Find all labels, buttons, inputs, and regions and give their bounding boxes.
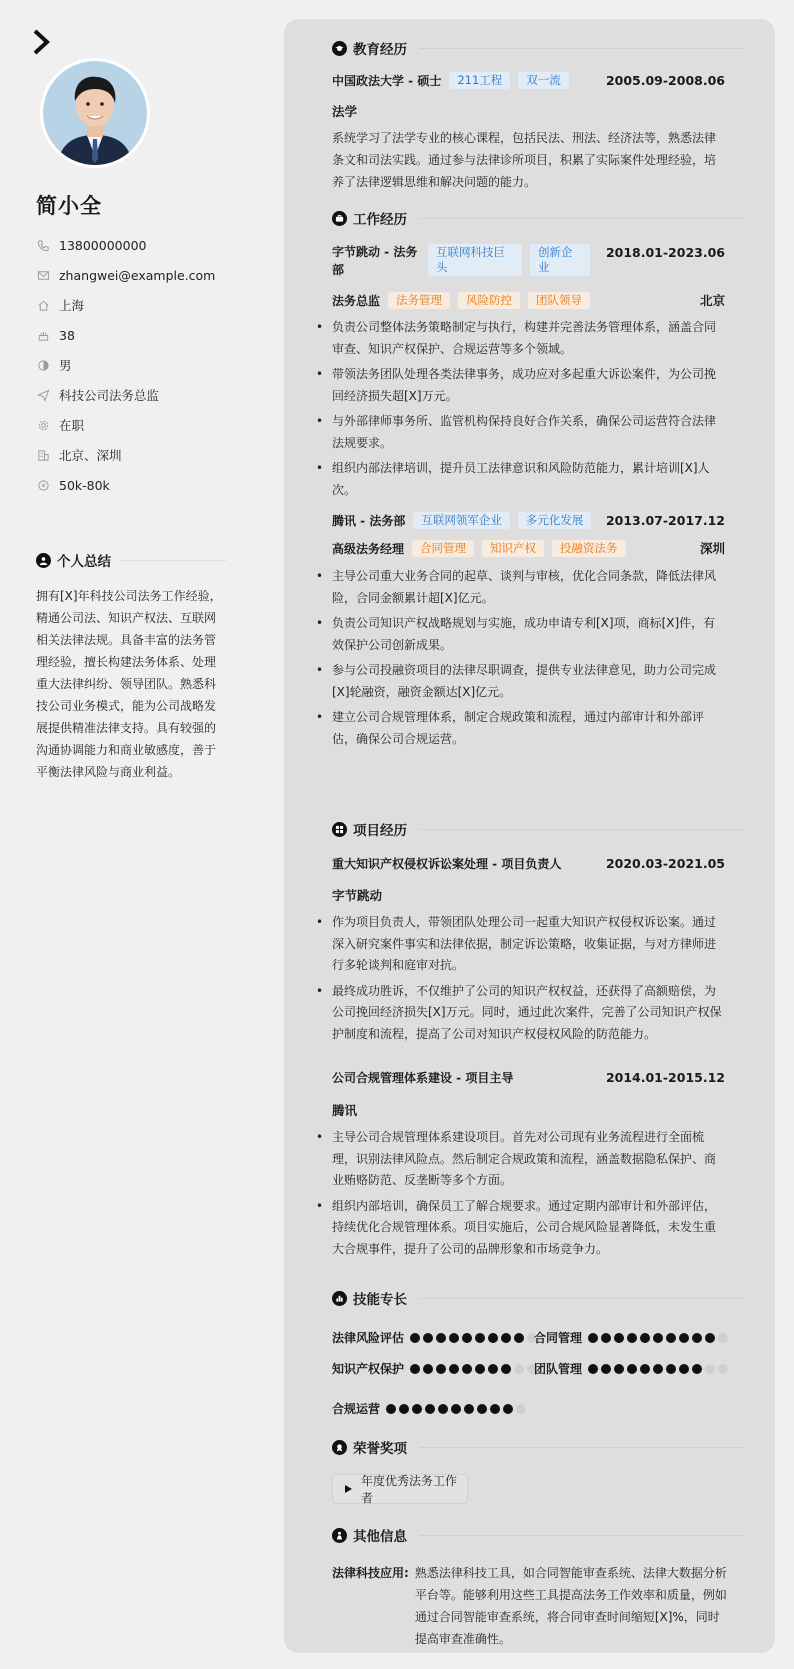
project-date: 2014.01-2015.12	[605, 1070, 725, 1085]
rating-dot	[386, 1404, 396, 1414]
project-org: 字节跳动	[332, 888, 383, 903]
rating-dot	[410, 1364, 420, 1374]
skill-item	[332, 1360, 540, 1377]
skills-heading	[332, 1288, 742, 1308]
job-role: 高级法务经理	[332, 541, 405, 556]
coin-icon	[36, 478, 50, 492]
rating-dot	[503, 1404, 513, 1414]
profile-name: 简小全	[36, 194, 102, 218]
skill-name: 合同管理	[534, 1331, 583, 1345]
rating-dot	[516, 1404, 526, 1414]
rating-dot	[666, 1333, 676, 1343]
summary-heading	[36, 550, 226, 570]
rating-dot	[412, 1404, 422, 1414]
rating-dot	[475, 1364, 485, 1374]
project-org: 腾讯	[332, 1103, 358, 1118]
job-bullets	[332, 566, 725, 754]
info-status	[36, 410, 236, 440]
list-item: • 主导公司合规管理体系建设项目。首先对公司现有业务流程进行全面梳理，识别法律风险点。然后制定合规政策和流程，涵盖数据隐私保护、商业贿赂防范、反垄断等多个方面。	[332, 1127, 725, 1192]
graduation-cap-icon	[332, 41, 347, 56]
education-tag: 211工程	[449, 72, 510, 89]
project-row	[332, 855, 725, 872]
education-date: 2005.09-2008.06	[605, 73, 725, 88]
gender-value: 男	[59, 358, 72, 373]
rating-dot	[653, 1333, 663, 1343]
play-icon	[345, 1485, 352, 1493]
rating-dot	[501, 1333, 511, 1343]
info-position	[36, 380, 236, 410]
skill-rating	[386, 1404, 529, 1414]
phone-value: 13800000000	[59, 237, 147, 253]
rating-dot	[490, 1404, 500, 1414]
project-date: 2020.03-2021.05	[605, 856, 725, 871]
project-bullets	[332, 1127, 725, 1264]
skill-item	[332, 1400, 529, 1417]
send-icon	[36, 388, 50, 402]
skill-name: 合规运营	[332, 1402, 381, 1416]
rating-dot	[501, 1364, 511, 1374]
rating-dot	[627, 1333, 637, 1343]
rating-dot	[601, 1364, 611, 1374]
skill-rating	[410, 1333, 540, 1343]
rating-dot	[451, 1404, 461, 1414]
education-desc: 系统学习了法学专业的核心课程，包括民法、刑法、经济法等，熟悉法律条文和司法实践。通过参与法律诊所项目，积累了实际案件处理经验，培养了法律逻辑思维和解决问题的能力。	[332, 131, 717, 189]
rating-dot	[588, 1333, 598, 1343]
project-name: 公司合规管理体系建设 - 项目主导	[332, 1071, 514, 1085]
rating-dot	[705, 1333, 715, 1343]
other-info	[332, 1562, 727, 1650]
home-icon	[36, 298, 50, 312]
list-item: • 组织内部法律培训，提升员工法律意识和风险防范能力，累计培训[X]人次。	[332, 458, 725, 501]
job-date: 2018.01-2023.06	[605, 245, 725, 260]
school-name: 中国政法大学 - 硕士	[332, 74, 442, 88]
info-gender	[36, 350, 236, 380]
rating-dot	[640, 1333, 650, 1343]
job-row	[332, 512, 725, 529]
skills-title: 技能专长	[353, 1292, 407, 1308]
info-salary	[36, 470, 236, 500]
rating-dot	[423, 1333, 433, 1343]
skill-tag: 投融资法务	[552, 540, 626, 557]
gender-icon	[36, 358, 50, 372]
rating-dot	[488, 1364, 498, 1374]
awards-title: 荣誉奖项	[353, 1441, 407, 1457]
status-value: 在职	[59, 418, 85, 433]
award-label: 年度优秀法务工作者	[361, 1474, 458, 1505]
person-icon	[332, 1528, 347, 1543]
projects-title: 项目经历	[353, 823, 407, 839]
skill-rating	[588, 1364, 731, 1374]
job-role: 法务总监	[332, 293, 381, 308]
summary-text: 拥有[X]年科技公司法务工作经验，精通公司法、知识产权法、互联网相关法律法规。具备丰富的法务管理经验，擅长构建法务体系、处理重大法律纠纷、领导团队。熟悉科技公司业务模式，能为公司战略发展提供精准法律支持。具有较强的沟通协调能力和商业敏感度，善于平衡法律风险与商业利益。	[36, 589, 222, 779]
rating-dot	[436, 1333, 446, 1343]
salary-value: 50k-80k	[59, 477, 110, 493]
divider	[419, 1447, 742, 1448]
rating-dot	[449, 1364, 459, 1374]
rating-dot	[464, 1404, 474, 1414]
skill-tag: 知识产权	[482, 540, 544, 557]
list-item: • 最终成功胜诉，不仅维护了公司的知识产权权益，还获得了高额赔偿，为公司挽回经济损失[X]万元。同时，通过此次案件，完善了公司知识产权保护制度和流程，提高了公司对知识产权侵权风险的防范能力。	[332, 981, 725, 1046]
list-item: • 负责公司整体法务策略制定与执行，构建并完善法务管理体系，涵盖合同审查、知识产权保护、合规运营等多个领域。	[332, 317, 725, 360]
job-city: 北京	[699, 293, 725, 308]
logo-chevron-icon	[32, 28, 52, 56]
other-title: 其他信息	[353, 1529, 407, 1545]
job-role-row	[332, 291, 725, 309]
grid-icon	[332, 822, 347, 837]
target-city-value: 北京、深圳	[59, 448, 122, 463]
info-target-city	[36, 440, 236, 470]
skill-rating	[588, 1333, 731, 1343]
medal-icon	[332, 1440, 347, 1455]
rating-dot	[410, 1333, 420, 1343]
other-key: 法律科技应用:	[332, 1566, 409, 1580]
job-tag: 多元化发展	[518, 512, 592, 529]
divider	[419, 218, 742, 219]
rating-dot	[679, 1333, 689, 1343]
rating-dot	[666, 1364, 676, 1374]
rating-dot	[462, 1364, 472, 1374]
location-value: 上海	[59, 298, 85, 313]
summary-title: 个人总结	[57, 554, 111, 570]
building-icon	[36, 448, 50, 462]
job-row	[332, 243, 725, 279]
other-heading	[332, 1525, 742, 1545]
skill-name: 法律风险评估	[332, 1331, 405, 1345]
rating-dot	[514, 1364, 524, 1374]
rating-dot	[692, 1333, 702, 1343]
skill-name: 知识产权保护	[332, 1362, 405, 1376]
avatar	[40, 58, 150, 168]
main-card	[284, 19, 775, 1653]
skill-item	[534, 1329, 731, 1346]
education-title: 教育经历	[353, 42, 407, 58]
rating-dot	[423, 1364, 433, 1374]
skill-tag: 风险防控	[458, 292, 520, 309]
rating-dot	[436, 1364, 446, 1374]
rating-dot	[601, 1333, 611, 1343]
rating-dot	[653, 1364, 663, 1374]
rating-dot	[588, 1364, 598, 1374]
rating-dot	[705, 1364, 715, 1374]
job-tag: 互联网科技巨头	[428, 244, 522, 276]
skill-tag: 合同管理	[412, 540, 474, 557]
gear-icon	[36, 418, 50, 432]
rating-dot	[718, 1364, 728, 1374]
info-age	[36, 320, 236, 350]
skill-name: 团队管理	[534, 1362, 583, 1376]
divider	[419, 1535, 742, 1536]
job-bullets	[332, 317, 725, 505]
list-item: • 带领法务团队处理各类法律事务，成功应对多起重大诉讼案件，为公司挽回经济损失超[X]万元。	[332, 364, 725, 407]
education-tag: 双一流	[518, 72, 569, 89]
other-value: 熟悉法律科技工具，如合同智能审查系统、法律大数据分析平台等。能够利用这些工具提高法务工作效率和质量，例如通过合同智能审查系统，将合同审查时间缩短[X]%，同时提高审查准确性。	[414, 1566, 727, 1646]
job-tag: 互联网领军企业	[413, 512, 510, 529]
project-bullets	[332, 912, 725, 1049]
user-icon	[36, 553, 51, 568]
info-email	[36, 260, 236, 290]
list-item: • 建立公司合规管理体系，制定合规政策和流程，通过内部审计和外部评估，确保公司合规运营。	[332, 707, 725, 750]
rating-dot	[614, 1333, 624, 1343]
skill-tag: 法务管理	[388, 292, 450, 309]
position-value: 科技公司法务总监	[59, 388, 160, 403]
award-item[interactable]	[332, 1474, 468, 1504]
mail-icon	[36, 268, 50, 282]
rating-dot	[477, 1404, 487, 1414]
divider	[121, 560, 226, 561]
rating-dot	[449, 1333, 459, 1343]
rating-dot	[614, 1364, 624, 1374]
info-phone	[36, 230, 236, 260]
avatar-photo	[43, 61, 147, 165]
projects-heading	[332, 819, 742, 839]
job-date: 2013.07-2017.12	[605, 513, 725, 528]
cake-icon	[36, 328, 50, 342]
education-major: 法学	[332, 104, 358, 119]
divider	[419, 1298, 742, 1299]
rating-dot	[475, 1333, 485, 1343]
work-title: 工作经历	[353, 212, 407, 228]
job-tag: 创新企业	[530, 244, 590, 276]
rating-dot	[462, 1333, 472, 1343]
education-heading	[332, 38, 742, 58]
rating-dot	[399, 1404, 409, 1414]
phone-icon	[36, 238, 50, 252]
awards-heading	[332, 1437, 742, 1457]
briefcase-icon	[332, 211, 347, 226]
rating-dot	[425, 1404, 435, 1414]
divider	[419, 48, 742, 49]
info-location	[36, 290, 236, 320]
rating-dot	[640, 1364, 650, 1374]
list-item: • 参与公司投融资项目的法律尽职调查，提供专业法律意见，助力公司完成[X]轮融资，融资金额达[X]亿元。	[332, 660, 725, 703]
job-company: 字节跳动 - 法务部	[332, 245, 418, 277]
project-row	[332, 1069, 725, 1086]
email-value: zhangwei@example.com	[59, 267, 216, 283]
skill-item	[332, 1329, 540, 1346]
rating-dot	[718, 1333, 728, 1343]
skill-rating	[410, 1364, 540, 1374]
list-item: • 主导公司重大业务合同的起草、谈判与审核，优化合同条款，降低法律风险，合同金额累计超[X]亿元。	[332, 566, 725, 609]
skill-tag: 团队领导	[528, 292, 590, 309]
list-item: • 组织内部培训，确保员工了解合规要求。通过定期内部审计和外部评估，持续优化合规管理体系。项目实施后，公司合规风险显著降低，未发生重大合规事件，提升了公司的品牌形象和市场竞争力。	[332, 1196, 725, 1261]
rating-dot	[438, 1404, 448, 1414]
divider	[419, 829, 742, 830]
education-row	[332, 72, 725, 89]
list-item: • 负责公司知识产权战略规划与实施，成功申请专利[X]项，商标[X]件，有效保护公司创新成果。	[332, 613, 725, 656]
contact-info	[36, 230, 236, 500]
project-name: 重大知识产权侵权诉讼案处理 - 项目负责人	[332, 857, 562, 871]
rating-dot	[488, 1333, 498, 1343]
job-city: 深圳	[699, 541, 725, 556]
bar-chart-icon	[332, 1291, 347, 1306]
skill-item	[534, 1360, 731, 1377]
list-item: • 作为项目负责人，带领团队处理公司一起重大知识产权侵权诉讼案。通过深入研究案件事实和法律依据，制定诉讼策略，收集证据，与对方律师进行多轮谈判和庭审对抗。	[332, 912, 725, 977]
rating-dot	[627, 1364, 637, 1374]
rating-dot	[692, 1364, 702, 1374]
rating-dot	[514, 1333, 524, 1343]
work-heading	[332, 208, 742, 228]
rating-dot	[679, 1364, 689, 1374]
age-value: 38	[59, 327, 75, 343]
job-company: 腾讯 - 法务部	[332, 514, 406, 528]
list-item: • 与外部律师事务所、监管机构保持良好合作关系，确保公司运营符合法律法规要求。	[332, 411, 725, 454]
job-role-row	[332, 539, 725, 557]
